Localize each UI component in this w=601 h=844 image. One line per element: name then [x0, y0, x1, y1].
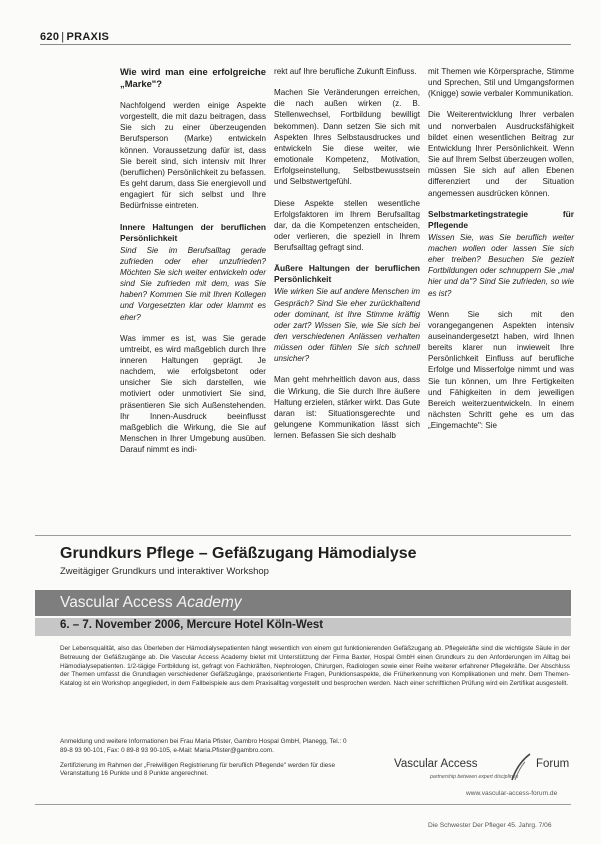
- paragraph: Wenn Sie sich mit den vorangegangenen Aspekten intensiv auseinandergesetzt haben, wird Ihnen bereits klarer nun inwieweit Ihre Persönlichkeit Einfluss auf berufliche Erfolge und Misserfolge nimmt und was Sie tun können, um Ihre Fertigkeiten und Fähigkeiten in dem jeweiligen Bereich weiterzuentwickeln. In einem nächsten Schritt gehe es um das „Eingemachte": Sie: [428, 309, 574, 431]
- ad-description: Der Lebensqualität, also das Überleben der Hämodialysepatienten hängt wesentlich von einem gut funktionierenden Gefäßzugang ab. Pflegekräfte sind die wichtigste Säule in der Betreuung der Gefäßzugänge ab. Die Vascular Access Academy bietet mit Unterstützung der Firma Baxter, Hospal GmbH einen Grundkurs zu den Anforderungen im Alltag bei Hämodialysepatienten. 1/2-tägige Fortbildung ist, gefragt von Fachkräften, Nephrologen, Chirurgen, Radiologen sowie einer Reihe weiterer erfahrener Pflegekräfte. Der Abschluss der Themen umfasst die Grundlagen verschiedener Gefäßzugänge, praxisorientierte Fragen, Punktionsaspekte, die Früherkennung von Komplikationen und mehr. Dem Themen-Katalog ist ein Workshop angegliedert, in dem Fallbeispiele aus dem Praxisalltag vorgestellt und besprochen werden. Nach einer schriftlichen Prüfung wird ein Zertifikat ausgestellt.: [60, 645, 570, 688]
- header-rule: [40, 44, 571, 45]
- logo-text-right: Forum: [536, 758, 570, 770]
- logo-slogan: partnership between expert disciplines: [430, 774, 519, 780]
- article-heading: Wie wird man eine erfolgreiche „Marke"?: [120, 66, 266, 89]
- paragraph: Nachfolgend werden einige Aspekte vorgestellt, die mit dazu beitragen, dass Sie sich zu einer überzeugenden Berufsperson (Marke) entwickeln können. Voraussetzung dafür ist, dass Sie bereit sind, sich intensiv mit Ihrer (beruflichen) Persönlichkeit zu befassen. Es geht darum, dass Sie energievoll und engagiert für sich selbst und Ihre Bedürfnisse eintreten.: [120, 101, 266, 211]
- header-separator: |: [61, 31, 65, 43]
- article-column-3: [428, 66, 574, 441]
- lead-question: Wissen Sie, was Sie beruflich weiter machen wollen oder lassen Sie sich eher treiben? Besuchen Sie gezielt Fortbildungen oder schnuppern Sie „mal hier und da"? Sind Sie zufrieden, so wie es ist?: [428, 232, 574, 298]
- lead-question: Sind Sie im Berufsalltag gerade zufrieden oder eher unzufrieden? Möchten Sie sich weiter entwickeln oder sind Sie zufrieden mit dem, was Sie haben? Kommen Sie mit Ihren Kollegen und Vorgesetzten klar oder klammt es eher?: [120, 245, 266, 322]
- logo-url: www.vascular-access-forum.de: [466, 790, 558, 797]
- subheading: Selbstmarketingstrategie für Pflegende: [428, 208, 574, 230]
- ad-bottom-rule: [35, 804, 571, 805]
- ad-subtitle: Zweitägiger Grundkurs und interaktiver Workshop: [60, 566, 269, 577]
- paragraph: mit Themen wie Körpersprache, Stimme und Sprechen, Stil und Umgangsformen (Knigge) sowie verbaler Kommunikation.: [428, 67, 574, 99]
- paragraph: Man geht mehrheitlich davon aus, dass die Wirkung, die Sie durch Ihre äußere Haltung erzielen, stärker wirkt. Das Gute daran ist: Situationsgerechte und gelungene Kommunikation lässt sich lernen. Befassen Sie sich deshalb: [274, 375, 420, 441]
- lead-question: Wie wirken Sie auf andere Menschen im Gespräch? Sind Sie eher zurückhaltend oder dominant, ist Ihre Stimme kräftig oder zart? Wissen Sie, wie Sie sich bei den verschiedenen Anlässen verhalten müssen oder fühlen Sie sich schnell unsicher?: [274, 287, 420, 364]
- ad-contact: Anmeldung und weitere Informationen bei Frau Maria Pfister, Gambro Hospal GmbH, Planegg, Tel.: 0 89-8 93 90-101, Fax: 0 89-8 93 90-105, e-Mail: Maria.Pfister@gambro.com.: [60, 738, 347, 754]
- ad-brand: [60, 594, 242, 612]
- ad-contact-block: [60, 738, 350, 785]
- ad-brand-plain: Vascular Access: [60, 594, 173, 611]
- paragraph: Machen Sie Veränderungen erreichen, die nach außen wirken (z. B. Stellenwechsel, Fortbildung bewilligt bekommen). Dann setzen Sie sich mit Aspekten Ihres Selbstausdruckes und entwickeln Sie diese weiter, wie emotionale Kompetenz, Motivation, Erfolgseinstellung, Selbstbewusstsein und Selbstwertgefühl.: [274, 88, 420, 187]
- paragraph: Diese Aspekte stellen wesentliche Erfolgsfaktoren im Ihrem Berufsalltag dar, da die Kompetenzen entscheiden, oder verlieren, die speziell in Ihrem Berufsalltag gefragt sind.: [274, 198, 420, 253]
- ad-top-rule: [35, 535, 571, 536]
- subheading: Äußere Haltungen der beruflichen Persönlichkeit: [274, 263, 420, 285]
- article-column-2: [274, 66, 420, 451]
- subheading: Innere Haltungen der beruflichen Persönlichkeit: [120, 221, 266, 243]
- article-column-1: [120, 66, 266, 465]
- ad-certification: Zertifizierung im Rahmen der „Freiwilligen Registrierung für beruflich Pflegende" werden für diese Veranstaltung 16 Punkte und 8 Punkte angerechnet.: [60, 761, 336, 778]
- section-title: PRAXIS: [66, 31, 110, 43]
- logo-text-left: Vascular Access: [394, 758, 478, 770]
- ad-brand-italic: Academy: [176, 594, 242, 611]
- ad-date-venue: 6. – 7. November 2006, Mercure Hotel Köln-West: [60, 619, 324, 631]
- page-header: [40, 31, 109, 43]
- paragraph: Die Weiterentwicklung Ihrer verbalen und nonverbalen Ausdrucksfähigkeit bildet einen wesentlichen Beitrag zur Entwicklung Ihrer Persönlichkeit. Wenn Sie auf Ihrem Selbst überzeugen wollen, müssen Sie sich auf allen Ebenen differenziert und der Situation angemessen ausdrücken können.: [428, 110, 574, 198]
- paragraph: Was immer es ist, was Sie gerade umtreibt, es wird maßgeblich durch Ihre inneren Haltungen geprägt. Je nachdem, wie erfolgsbetont oder unsicher Sie sich darstellen, wie motiviert oder unmotiviert Sie sind, präsentieren Sie sich Außenstehenden. Ihr Innen-Ausdruck beeinflusst maßgeblich die Wirkung, die Sie auf Menschen in Ihrer Umgebung ausüben. Darauf nimmt es indi-: [120, 333, 266, 455]
- page-footer: Die Schwester Der Pfleger 45. Jahrg. 7/06: [428, 822, 552, 829]
- page-number: 620: [40, 31, 60, 43]
- paragraph: rekt auf Ihre berufliche Zukunft Einfluss.: [274, 67, 417, 76]
- ad-title: Grundkurs Pflege – Gefäßzugang Hämodialyse: [60, 545, 417, 562]
